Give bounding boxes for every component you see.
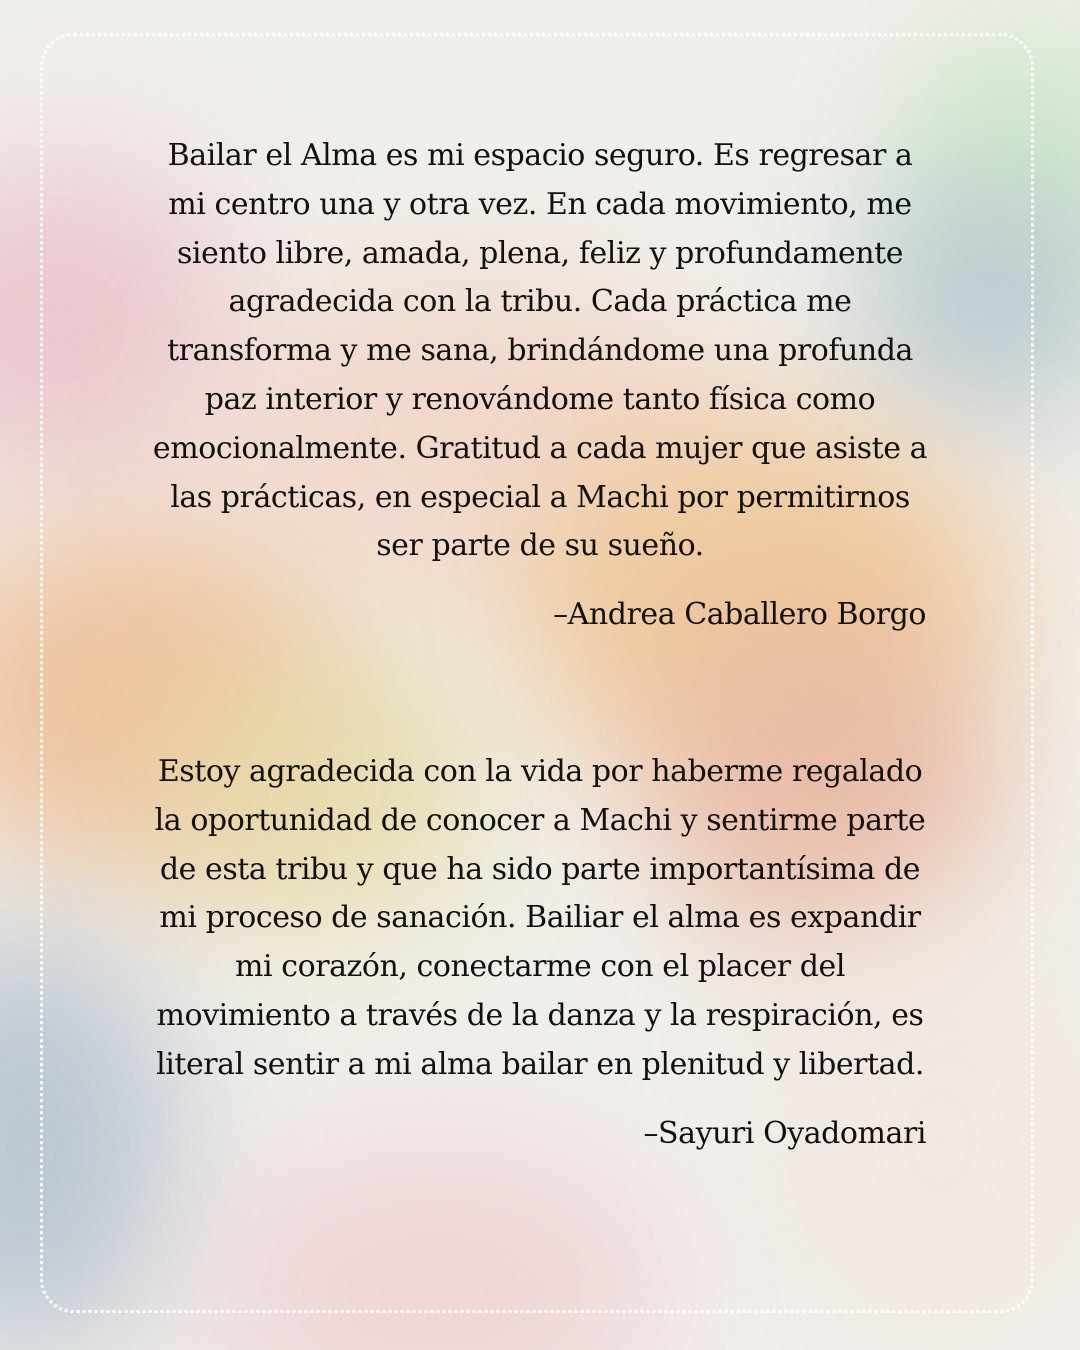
testimonial-quote-2: Estoy agradecida con la vida por haberme regalado la oportunidad de conocer a Machi y sentirme parte de esta tribu y que ha sido parte importantísima de mi proceso de sanación. Bailiar el alma es expandir mi corazón, conectarme con el placer del movimiento a través de la danza y la respiración, es literal sentir a mi alma bailar en plenitud y libertad. — [154, 754, 926, 1082]
testimonial-author-1: –Andrea Caballero Borgo — [553, 597, 926, 632]
testimonial-quote-1: Bailar el Alma es mi espacio seguro. Es regresar a mi centro una y otra vez. En cada movimiento, me siento libre, amada, plena, feliz y profundamente agradecida con la tribu. Cada práctica me transforma y me sana, brindándome una profunda paz interior y renovándome tanto física como emocionalmente. Gratitud a cada mujer que asiste a las prácticas, en especial a Machi por permitirnos ser parte de su sueño. — [152, 138, 928, 564]
testimonial-author-2: –Sayuri Oyadomari — [643, 1116, 926, 1151]
